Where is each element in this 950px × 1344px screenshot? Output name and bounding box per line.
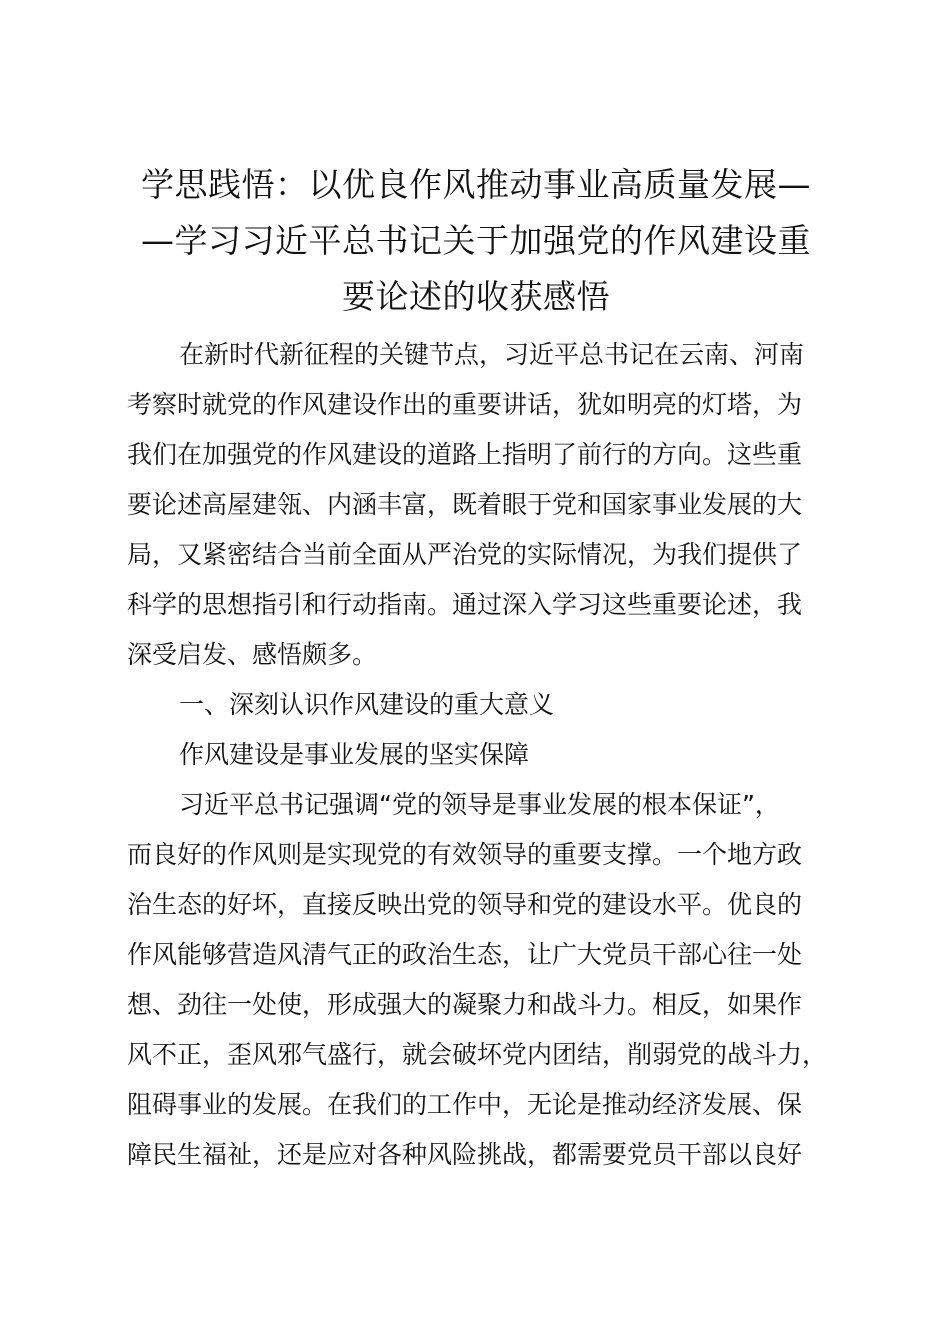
paragraph-line: 风不正，歪风邪气盛行，就会破坏党内团结，削弱党的战斗力， [127, 1040, 828, 1069]
title-line: 要论述的收获感悟 [342, 277, 610, 316]
paragraph-line: 科学的思想指引和行动指南。通过深入学习这些重要论述，我 [127, 590, 803, 619]
document-title [118, 157, 834, 325]
paragraph-line: 在新时代新征程的关键节点，习近平总书记在云南、河南 [179, 340, 805, 369]
paragraph-line: 局，又紧密结合当前全面从严治党的实际情况，为我们提供了 [127, 540, 803, 569]
paragraph-line: 考察时就党的作风建设作出的重要讲话，犹如明亮的灯塔，为 [127, 390, 803, 419]
paragraph-line: 障民生福祉，还是应对各种风险挑战，都需要党员干部以良好 [127, 1140, 803, 1169]
paragraph-line: 阻碍事业的发展。在我们的工作中，无论是推动经济发展、保 [127, 1090, 803, 1119]
paragraph-line: 深受启发、感悟颇多。 [127, 640, 378, 669]
subsection-heading: 作风建设是事业发展的坚实保障 [179, 740, 530, 769]
title-line: —学习习近平总书记关于加强党的作风建设重 [141, 221, 811, 260]
paragraph-line: 我们在加强党的作风建设的道路上指明了前行的方向。这些重 [127, 440, 803, 469]
title-line: 学思践悟：以优良作风推动事业高质量发展— [141, 165, 811, 204]
paragraph-line: 治生态的好坏，直接反映出党的领导和党的建设水平。优良的 [127, 890, 803, 919]
paragraph-line: 作风能够营造风清气正的政治生态，让广大党员干部心往一处 [127, 940, 803, 969]
paragraph-line: 要论述高屋建瓴、内涵丰富，既着眼于党和国家事业发展的大 [127, 490, 803, 519]
document-body [127, 330, 827, 1180]
section-heading: 一、深刻认识作风建设的重大意义 [179, 690, 555, 719]
paragraph-line: 而良好的作风则是实现党的有效领导的重要支撑。一个地方政 [127, 840, 803, 869]
paragraph-line: 想、劲往一处使，形成强大的凝聚力和战斗力。相反，如果作 [127, 990, 803, 1019]
paragraph-line: 习近平总书记强调“党的领导是事业发展的根本保证”， [179, 790, 780, 819]
